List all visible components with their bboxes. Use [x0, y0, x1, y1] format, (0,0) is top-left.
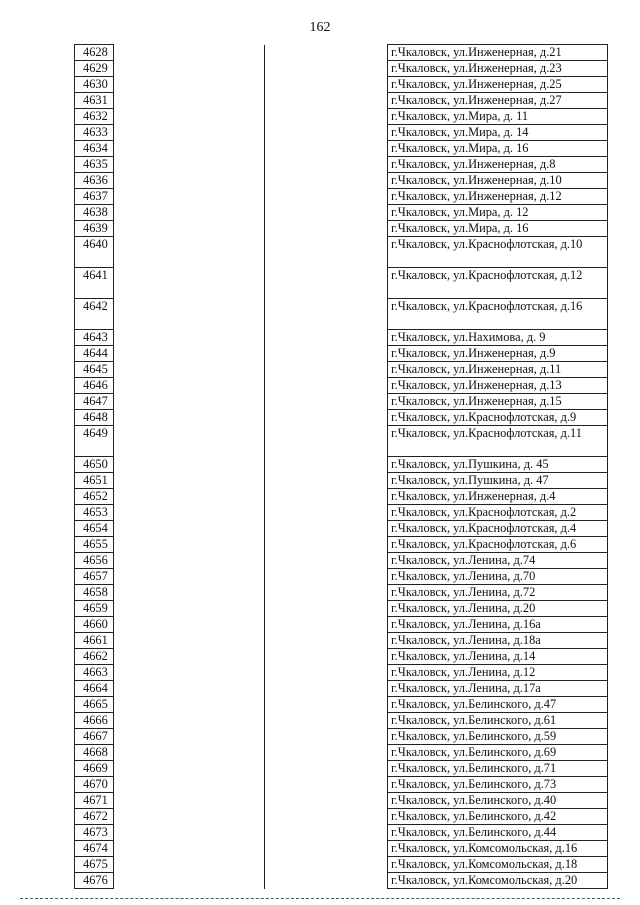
table-row: [75, 649, 608, 665]
address-cell: г.Чкаловск, ул.Белинского, д.47: [388, 697, 608, 713]
address-cell: г.Чкаловск, ул.Ленина, д.72: [388, 585, 608, 601]
row-number: 4650: [75, 457, 114, 473]
blank-cell: [114, 189, 265, 205]
blank-cell: [265, 617, 388, 633]
address-cell: г.Чкаловск, ул.Ленина, д.17а: [388, 681, 608, 697]
blank-cell: [114, 825, 265, 841]
blank-cell: [265, 362, 388, 378]
blank-cell: [265, 585, 388, 601]
blank-cell: [265, 793, 388, 809]
blank-cell: [114, 173, 265, 189]
blank-cell: [114, 665, 265, 681]
row-number: 4673: [75, 825, 114, 841]
address-cell: г.Чкаловск, ул.Мира, д. 16: [388, 221, 608, 237]
table-row: [75, 410, 608, 426]
address-cell: г.Чкаловск, ул.Мира, д. 14: [388, 125, 608, 141]
table-row: [75, 521, 608, 537]
row-number: 4672: [75, 809, 114, 825]
table-row: [75, 825, 608, 841]
table-row: [75, 299, 608, 330]
table-row: [75, 109, 608, 125]
blank-cell: [265, 77, 388, 93]
blank-cell: [265, 697, 388, 713]
blank-cell: [114, 221, 265, 237]
blank-cell: [114, 521, 265, 537]
blank-cell: [114, 649, 265, 665]
blank-cell: [265, 681, 388, 697]
table-row: [75, 93, 608, 109]
address-cell: г.Чкаловск, ул.Ленина, д.12: [388, 665, 608, 681]
blank-cell: [114, 457, 265, 473]
table-row: [75, 617, 608, 633]
row-number: 4629: [75, 61, 114, 77]
address-cell: г.Чкаловск, ул.Белинского, д.69: [388, 745, 608, 761]
page-number: 162: [309, 20, 331, 35]
row-number: 4661: [75, 633, 114, 649]
table-row: [75, 426, 608, 457]
blank-cell: [114, 378, 265, 394]
row-number: 4651: [75, 473, 114, 489]
row-number: 4664: [75, 681, 114, 697]
address-cell: г.Чкаловск, ул.Краснофлотская, д.4: [388, 521, 608, 537]
blank-cell: [114, 809, 265, 825]
table-row: [75, 761, 608, 777]
blank-cell: [114, 93, 265, 109]
blank-cell: [114, 426, 265, 457]
blank-cell: [114, 537, 265, 553]
address-cell: г.Чкаловск, ул.Белинского, д.61: [388, 713, 608, 729]
blank-cell: [265, 346, 388, 362]
blank-cell: [265, 713, 388, 729]
blank-cell: [114, 125, 265, 141]
blank-cell: [265, 745, 388, 761]
blank-cell: [114, 489, 265, 505]
address-cell: г.Чкаловск, ул.Краснофлотская, д.9: [388, 410, 608, 426]
blank-cell: [114, 777, 265, 793]
table-row: [75, 189, 608, 205]
address-cell: г.Чкаловск, ул.Пушкина, д. 45: [388, 457, 608, 473]
address-cell: г.Чкаловск, ул.Инженерная, д.27: [388, 93, 608, 109]
address-cell: г.Чкаловск, ул.Краснофлотская, д.10: [388, 237, 608, 268]
row-number: 4637: [75, 189, 114, 205]
row-number: 4646: [75, 378, 114, 394]
blank-cell: [265, 125, 388, 141]
blank-cell: [114, 841, 265, 857]
table-row: [75, 553, 608, 569]
row-number: 4654: [75, 521, 114, 537]
row-number: 4655: [75, 537, 114, 553]
row-number: 4669: [75, 761, 114, 777]
blank-cell: [114, 346, 265, 362]
row-number: 4630: [75, 77, 114, 93]
blank-cell: [265, 157, 388, 173]
blank-cell: [114, 299, 265, 330]
row-number: 4659: [75, 601, 114, 617]
row-number: 4645: [75, 362, 114, 378]
blank-cell: [114, 109, 265, 125]
blank-cell: [265, 457, 388, 473]
table-row: [75, 457, 608, 473]
blank-cell: [114, 237, 265, 268]
row-number: 4638: [75, 205, 114, 221]
row-number: 4653: [75, 505, 114, 521]
table-row: [75, 157, 608, 173]
blank-cell: [265, 569, 388, 585]
address-cell: г.Чкаловск, ул.Нахимова, д. 9: [388, 330, 608, 346]
row-number: 4632: [75, 109, 114, 125]
registry-body: [75, 45, 608, 889]
blank-cell: [114, 857, 265, 873]
blank-cell: [265, 93, 388, 109]
address-cell: г.Чкаловск, ул.Инженерная, д.12: [388, 189, 608, 205]
address-cell: г.Чкаловск, ул.Пушкина, д. 47: [388, 473, 608, 489]
address-cell: г.Чкаловск, ул.Ленина, д.74: [388, 553, 608, 569]
blank-cell: [265, 141, 388, 157]
blank-cell: [114, 157, 265, 173]
blank-cell: [114, 205, 265, 221]
row-number: 4663: [75, 665, 114, 681]
blank-cell: [265, 825, 388, 841]
blank-cell: [114, 330, 265, 346]
blank-cell: [265, 394, 388, 410]
blank-cell: [265, 553, 388, 569]
blank-cell: [265, 299, 388, 330]
address-cell: г.Чкаловск, ул.Ленина, д.70: [388, 569, 608, 585]
table-row: [75, 857, 608, 873]
address-cell: г.Чкаловск, ул.Краснофлотская, д.12: [388, 268, 608, 299]
blank-cell: [265, 378, 388, 394]
table-row: [75, 697, 608, 713]
table-row: [75, 125, 608, 141]
address-cell: г.Чкаловск, ул.Инженерная, д.10: [388, 173, 608, 189]
row-number: 4656: [75, 553, 114, 569]
table-row: [75, 473, 608, 489]
row-number: 4662: [75, 649, 114, 665]
table-row: [75, 809, 608, 825]
table-row: [75, 221, 608, 237]
address-cell: г.Чкаловск, ул.Ленина, д.16а: [388, 617, 608, 633]
address-cell: г.Чкаловск, ул.Белинского, д.44: [388, 825, 608, 841]
blank-cell: [114, 761, 265, 777]
blank-cell: [265, 473, 388, 489]
blank-cell: [265, 601, 388, 617]
table-row: [75, 793, 608, 809]
address-cell: г.Чкаловск, ул.Белинского, д.73: [388, 777, 608, 793]
table-row: [75, 601, 608, 617]
table-row: [75, 713, 608, 729]
address-cell: г.Чкаловск, ул.Инженерная, д.9: [388, 346, 608, 362]
row-number: 4644: [75, 346, 114, 362]
blank-cell: [114, 362, 265, 378]
row-number: 4633: [75, 125, 114, 141]
address-cell: г.Чкаловск, ул.Инженерная, д.8: [388, 157, 608, 173]
row-number: 4674: [75, 841, 114, 857]
blank-cell: [114, 141, 265, 157]
address-cell: г.Чкаловск, ул.Ленина, д.20: [388, 601, 608, 617]
row-number: 4642: [75, 299, 114, 330]
table-row: [75, 873, 608, 889]
blank-cell: [265, 221, 388, 237]
bottom-rule: [20, 898, 620, 899]
address-cell: г.Чкаловск, ул.Инженерная, д.23: [388, 61, 608, 77]
row-number: 4641: [75, 268, 114, 299]
blank-cell: [265, 109, 388, 125]
blank-cell: [265, 268, 388, 299]
row-number: 4635: [75, 157, 114, 173]
table-row: [75, 205, 608, 221]
address-cell: г.Чкаловск, ул.Мира, д. 11: [388, 109, 608, 125]
row-number: 4668: [75, 745, 114, 761]
table-row: [75, 505, 608, 521]
blank-cell: [265, 729, 388, 745]
blank-cell: [114, 681, 265, 697]
blank-cell: [265, 857, 388, 873]
table-row: [75, 394, 608, 410]
blank-cell: [114, 585, 265, 601]
row-number: 4675: [75, 857, 114, 873]
table-row: [75, 569, 608, 585]
table-row: [75, 537, 608, 553]
blank-cell: [114, 61, 265, 77]
table-row: [75, 585, 608, 601]
blank-cell: [114, 410, 265, 426]
table-row: [75, 378, 608, 394]
table-row: [75, 489, 608, 505]
blank-cell: [265, 61, 388, 77]
address-cell: г.Чкаловск, ул.Инженерная, д.13: [388, 378, 608, 394]
row-number: 4652: [75, 489, 114, 505]
address-cell: г.Чкаловск, ул.Инженерная, д.4: [388, 489, 608, 505]
blank-cell: [114, 569, 265, 585]
table-row: [75, 841, 608, 857]
address-cell: г.Чкаловск, ул.Инженерная, д.25: [388, 77, 608, 93]
table-row: [75, 330, 608, 346]
address-cell: г.Чкаловск, ул.Мира, д. 12: [388, 205, 608, 221]
address-cell: г.Чкаловск, ул.Белинского, д.71: [388, 761, 608, 777]
blank-cell: [265, 761, 388, 777]
blank-cell: [265, 873, 388, 889]
blank-cell: [265, 505, 388, 521]
row-number: 4631: [75, 93, 114, 109]
blank-cell: [265, 410, 388, 426]
blank-cell: [114, 505, 265, 521]
table-row: [75, 141, 608, 157]
address-cell: г.Чкаловск, ул.Белинского, д.40: [388, 793, 608, 809]
address-cell: г.Чкаловск, ул.Краснофлотская, д.11: [388, 426, 608, 457]
address-cell: г.Чкаловск, ул.Краснофлотская, д.6: [388, 537, 608, 553]
row-number: 4670: [75, 777, 114, 793]
address-cell: г.Чкаловск, ул.Комсомольская, д.16: [388, 841, 608, 857]
blank-cell: [265, 173, 388, 189]
blank-cell: [114, 394, 265, 410]
table-row: [75, 61, 608, 77]
blank-cell: [265, 537, 388, 553]
address-cell: г.Чкаловск, ул.Ленина, д.18а: [388, 633, 608, 649]
blank-cell: [265, 237, 388, 268]
blank-cell: [265, 189, 388, 205]
address-cell: г.Чкаловск, ул.Комсомольская, д.18: [388, 857, 608, 873]
blank-cell: [265, 205, 388, 221]
blank-cell: [114, 713, 265, 729]
row-number: 4676: [75, 873, 114, 889]
row-number: 4636: [75, 173, 114, 189]
row-number: 4657: [75, 569, 114, 585]
blank-cell: [114, 553, 265, 569]
blank-cell: [114, 793, 265, 809]
blank-cell: [265, 665, 388, 681]
table-row: [75, 77, 608, 93]
table-row: [75, 173, 608, 189]
table-row: [75, 777, 608, 793]
blank-cell: [114, 617, 265, 633]
row-number: 4634: [75, 141, 114, 157]
blank-cell: [114, 45, 265, 61]
address-cell: г.Чкаловск, ул.Инженерная, д.21: [388, 45, 608, 61]
blank-cell: [114, 745, 265, 761]
row-number: 4643: [75, 330, 114, 346]
row-number: 4671: [75, 793, 114, 809]
table-row: [75, 633, 608, 649]
row-number: 4660: [75, 617, 114, 633]
row-number: 4649: [75, 426, 114, 457]
blank-cell: [114, 473, 265, 489]
blank-cell: [114, 633, 265, 649]
table-row: [75, 745, 608, 761]
blank-cell: [265, 330, 388, 346]
blank-cell: [265, 521, 388, 537]
table-row: [75, 268, 608, 299]
blank-cell: [114, 268, 265, 299]
blank-cell: [265, 777, 388, 793]
table-row: [75, 681, 608, 697]
address-cell: г.Чкаловск, ул.Инженерная, д.11: [388, 362, 608, 378]
blank-cell: [114, 873, 265, 889]
row-number: 4658: [75, 585, 114, 601]
table-row: [75, 346, 608, 362]
row-number: 4648: [75, 410, 114, 426]
row-number: 4667: [75, 729, 114, 745]
row-number: 4640: [75, 237, 114, 268]
table-row: [75, 237, 608, 268]
row-number: 4666: [75, 713, 114, 729]
address-cell: г.Чкаловск, ул.Краснофлотская, д.16: [388, 299, 608, 330]
address-cell: г.Чкаловск, ул.Белинского, д.42: [388, 809, 608, 825]
row-number: 4647: [75, 394, 114, 410]
blank-cell: [265, 489, 388, 505]
address-cell: г.Чкаловск, ул.Инженерная, д.15: [388, 394, 608, 410]
blank-cell: [265, 841, 388, 857]
blank-cell: [265, 649, 388, 665]
blank-cell: [265, 426, 388, 457]
table-row: [75, 45, 608, 61]
blank-cell: [114, 697, 265, 713]
blank-cell: [265, 809, 388, 825]
table-row: [75, 362, 608, 378]
blank-cell: [114, 77, 265, 93]
address-cell: г.Чкаловск, ул.Белинского, д.59: [388, 729, 608, 745]
address-cell: г.Чкаловск, ул.Ленина, д.14: [388, 649, 608, 665]
address-cell: г.Чкаловск, ул.Мира, д. 16: [388, 141, 608, 157]
row-number: 4628: [75, 45, 114, 61]
table-row: [75, 729, 608, 745]
blank-cell: [265, 633, 388, 649]
row-number: 4639: [75, 221, 114, 237]
row-number: 4665: [75, 697, 114, 713]
blank-cell: [265, 45, 388, 61]
blank-cell: [114, 729, 265, 745]
address-cell: г.Чкаловск, ул.Краснофлотская, д.2: [388, 505, 608, 521]
address-cell: г.Чкаловск, ул.Комсомольская, д.20: [388, 873, 608, 889]
table-row: [75, 665, 608, 681]
blank-cell: [114, 601, 265, 617]
address-registry-table: [74, 44, 608, 889]
